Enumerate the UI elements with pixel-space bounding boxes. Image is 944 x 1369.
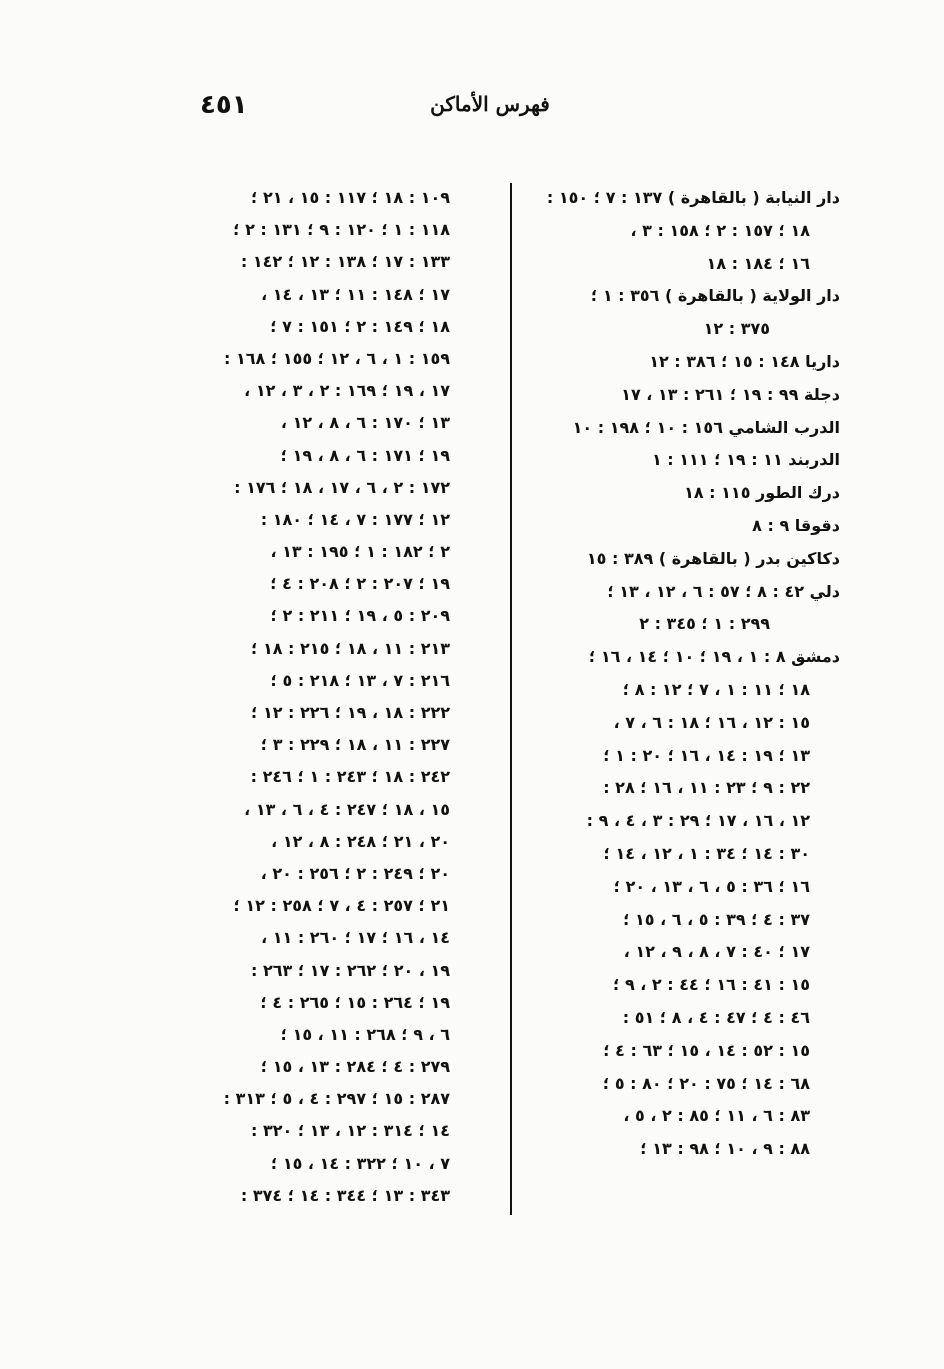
index-line: ١٥٩ : ١ ، ٦ ، ١٢ ؛ ١٥٥ ؛ ١٦٨ : [224,348,450,368]
index-line: الدرب الشامي ١٥٦ : ١٠ ؛ ١٩٨ : ١٠ [572,417,840,437]
index-line: ١٩ ، ٢٠ ؛ ٢٦٢ : ١٧ ؛ ٢٦٣ : [250,960,450,980]
index-line: ١٩ ؛ ٢٠٧ : ٢ ؛ ٢٠٨ : ٤ ؛ [270,574,450,594]
index-line: دار النيابة ( بالقاهرة ) ١٣٧ : ٧ ؛ ١٥٠ : [546,188,840,207]
index-line: ٢١ ؛ ٢٥٧ : ٤ ، ٧ ؛ ٢٥٨ : ١٢ ؛ [233,896,450,916]
index-line: ٣٧٥ : ١٢ [703,319,770,339]
index-line: ٢ ؛ ١٨٢ : ١ ؛ ١٩٥ : ١٣ ، [270,542,450,562]
index-line: ١٨ ؛ ١٥٧ : ٢ ؛ ١٥٨ : ٣ ، [630,220,810,240]
index-line: دجلة ٩٩ : ١٩ ؛ ٢٦١ : ١٣ ، ١٧ [621,384,840,404]
index-line: ١٨ ؛ ١١ : ١ ، ٧ ؛ ١٢ : ٨ ؛ [622,679,810,699]
index-column-right [510,182,840,1166]
index-line: ٢٠ ؛ ٢٤٩ : ٢ ؛ ٢٥٦ : ٢٠ ، [260,863,450,883]
index-line: ٢٠ ، ٢١ ؛ ٢٤٨ : ٨ ، ١٢ ، [271,831,450,851]
index-line: ٦ ، ٩ ؛ ٢٦٨ : ١١ ، ١٥ ؛ [280,1024,450,1044]
index-line: ١٥ : ٤١ : ١٦ ؛ ٤٤ : ٢ ، ٩ ؛ [612,975,810,995]
index-line: ١٧ ؛ ١٤٨ : ١١ ؛ ١٣ ، ١٤ ، [261,284,450,304]
index-line: ٣٠ : ١٤ ؛ ٣٤ : ١ ، ١٢ ، ١٤ ؛ [603,843,810,863]
index-line: ٢٢ : ٩ ؛ ٢٣ : ١١ ، ١٦ ؛ ٢٨ : [603,778,810,798]
page-number: ٤٥١ [200,90,248,120]
index-column-left [170,182,450,1212]
index-line: دكاكين بدر ( بالقاهرة ) ٣٨٩ : ١٥ [586,548,840,568]
index-line: ١٣ ؛ ١٧٠ : ٦ ، ٨ ، ١٢ ، [280,413,450,433]
index-line: دقوقا ٩ : ٨ [752,515,840,535]
index-line: ٣٧ : ٤ ؛ ٣٩ : ٥ ، ٦ ، ١٥ ؛ [623,909,810,929]
index-line: ٢١٦ : ٧ ، ١٣ ؛ ٢١٨ : ٥ ؛ [270,670,450,690]
index-line: ١٥ : ٥٢ : ١٤ ، ١٥ ؛ ٦٣ : ٤ ؛ [603,1040,810,1060]
index-line: ٣٤٣ : ١٣ ؛ ٣٤٤ : ١٤ ؛ ٣٧٤ : [240,1185,450,1205]
index-line: ١٩ ؛ ٢٦٤ : ١٥ ؛ ٢٦٥ : ٤ ؛ [260,992,450,1012]
index-line: ١٣ ؛ ١٩ : ١٤ ، ١٦ ؛ ٢٠ : ١ ؛ [603,745,810,765]
index-line: ١٥ ، ١٨ ؛ ٢٤٧ : ٤ ، ٦ ، ١٣ ، [244,799,450,819]
index-line: ٦٨ : ١٤ ؛ ٧٥ : ٢٠ ؛ ٨٠ : ٥ ؛ [602,1073,810,1093]
index-line: ١٢ ، ١٦ ، ١٧ ؛ ٢٩ : ٣ ، ٤ ، ٩ : [586,811,810,831]
index-line: ٢١٣ : ١١ ، ١٨ ؛ ٢١٥ : ١٨ ؛ [250,638,450,658]
index-line: ٢٨٧ : ١٥ ؛ ٢٩٧ : ٤ ، ٥ ؛ ٣١٣ : [223,1089,450,1109]
index-line: ١٨ ؛ ١٤٩ : ٢ ؛ ١٥١ : ٧ ؛ [270,316,450,336]
index-line: ١١٨ : ١ ؛ ١٢٠ : ٩ ؛ ١٣١ : ٢ ؛ [233,220,450,240]
index-line: درك الطور ١١٥ : ١٨ [684,483,840,503]
index-line: ٧ ، ١٠ ؛ ٣٢٢ : ١٤ ، ١٥ ؛ [270,1153,450,1173]
index-line: ١٧ ؛ ٤٠ : ٧ ، ٨ ، ٩ ، ١٢ ، [623,942,810,962]
index-line: ١٧٢ : ٢ ، ٦ ، ١٧ ، ١٨ ؛ ١٧٦ : [234,477,450,497]
index-line: ٢٢٢ : ١٨ ، ١٩ ؛ ٢٢٦ : ١٢ ؛ [250,703,450,722]
index-line: ١٤ ، ١٦ ؛ ١٧ ؛ ٢٦٠ : ١١ ، [261,928,450,948]
index-line: الدربند ١١ : ١٩ ؛ ١١١ : ١ [651,450,840,470]
index-line: ١٣٣ : ١٧ ؛ ١٣٨ : ١٢ ؛ ١٤٢ : [240,252,450,272]
index-line: دار الولاية ( بالقاهرة ) ٣٥٦ : ١ ؛ [590,286,840,306]
index-line: ٢٠٩ : ٥ ، ١٩ ؛ ٢١١ : ٢ ؛ [270,606,450,626]
index-line: ٨٣ : ٦ ، ١١ ؛ ٨٥ : ٢ ، ٥ ، [623,1106,810,1126]
index-line: ١٦ ؛ ٣٦ : ٥ ، ٦ ، ١٣ ، ٢٠ ؛ [613,876,810,896]
index-line: ١٥ : ١٢ ، ١٦ ؛ ١٨ : ٦ ، ٧ ، [613,712,810,732]
index-line: ٤٦ : ٤ ؛ ٤٧ : ٤ ، ٨ ؛ ٥١ : [622,1007,810,1027]
index-line: ٢٧٩ : ٤ ؛ ٢٨٤ : ١٣ ، ١٥ ؛ [260,1057,450,1077]
index-line: ١٢ ؛ ١٧٧ : ٧ ، ١٤ ؛ ١٨٠ : [260,509,450,529]
index-line: دمشق ٨ : ١ ، ١٩ ؛ ١٠ ؛ ١٤ ، ١٦ ؛ [588,647,840,667]
index-line: ٢٢٧ : ١١ ، ١٨ ؛ ٢٢٩ : ٣ ؛ [260,735,450,755]
index-line: ١٠٩ : ١٨ ؛ ١١٧ : ١٥ ، ٢١ ؛ [250,188,450,207]
index-line: داريا ١٤٨ : ١٥ ؛ ٣٨٦ : ١٢ [649,351,840,371]
index-line: دلي ٤٢ : ٨ ؛ ٥٧ : ٦ ، ١٢ ، ١٣ ؛ [607,581,840,601]
index-line: ١٦ ؛ ١٨٤ : ١٨ [706,253,810,273]
page-title: فهرس الأماكن [430,92,550,116]
index-line: ١٤ ؛ ٣١٤ : ١٢ ، ١٣ ؛ ٣٢٠ : [250,1121,450,1141]
index-line: ٢٤٢ : ١٨ ؛ ٢٤٣ : ١ ؛ ٢٤٦ : [250,767,450,787]
index-line: ٢٩٩ : ١ ؛ ٣٤٥ : ٢ [639,614,770,634]
index-line: ٨٨ : ٩ ، ١٠ ؛ ٩٨ : ١٣ ؛ [640,1139,810,1159]
index-line: ١٩ ؛ ١٧١ : ٦ ، ٨ ، ١٩ ؛ [280,445,450,465]
index-line: ١٧ ، ١٩ ؛ ١٦٩ : ٢ ، ٣ ، ١٢ ، [244,381,450,401]
